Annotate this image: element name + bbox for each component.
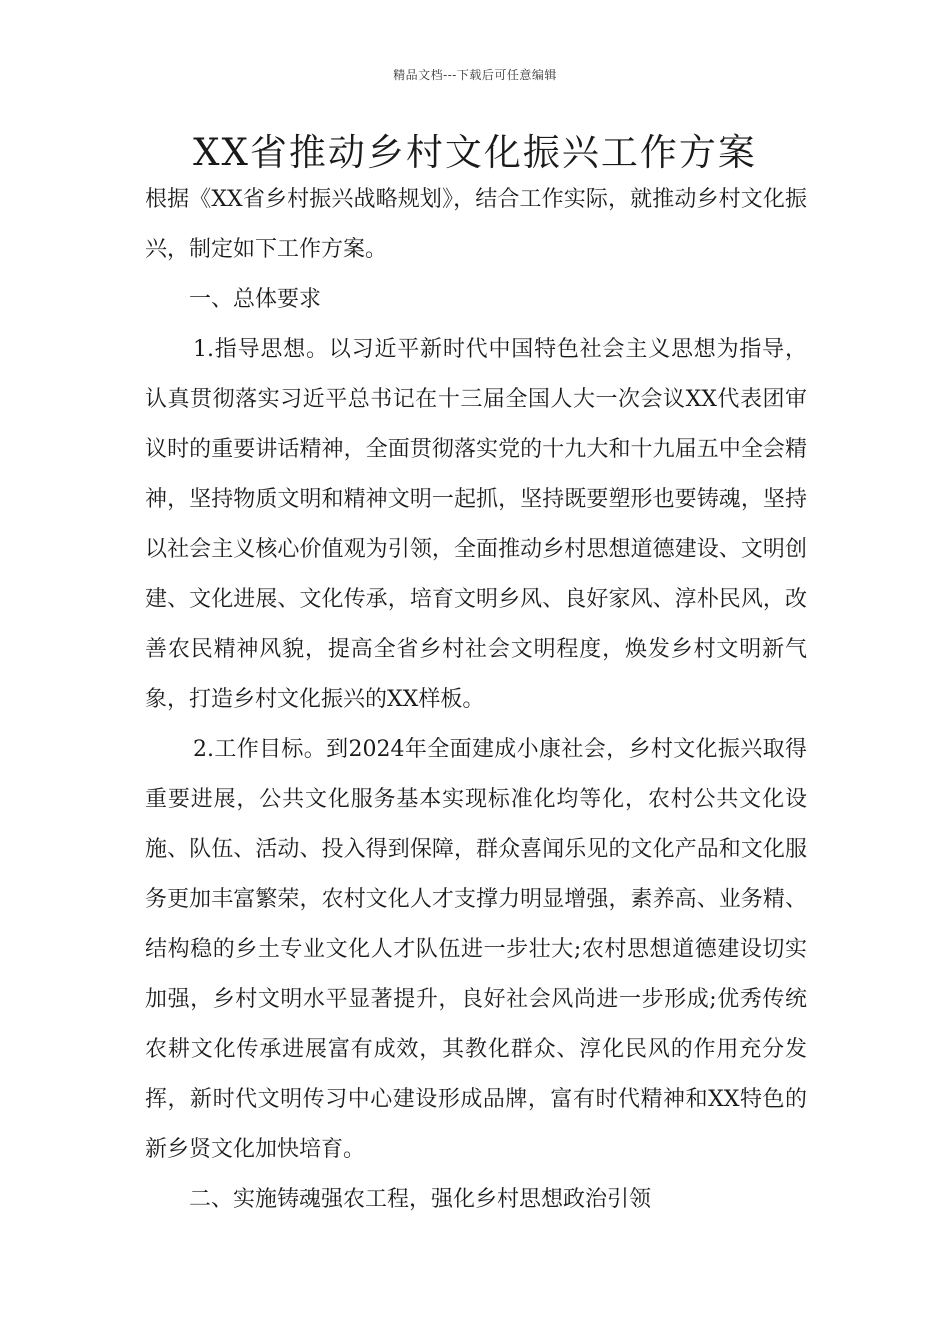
document-body (145, 175, 807, 1225)
intro-paragraph: 根据《XX省乡村振兴战略规划》，结合工作实际，就推动乡村文化振兴，制定如下工作方案。 (145, 187, 807, 262)
document-title: XX省推动乡村文化振兴工作方案 (193, 131, 757, 174)
section-heading-general-requirements: 一、总体要求 (189, 287, 322, 312)
paragraph-guiding-ideology: 1.指导思想。以习近平新时代中国特色社会主义思想为指导，认真贯彻落实习近平总书记在十三届全国人大一次会议XX代表团审议时的重要讲话精神，全面贯彻落实党的十九大和十九届五中全会精神，坚持物质文明和精神文明一起抓，坚持既要塑形也要铸魂，坚持以社会主义核心价值观为引领，全面推动乡村思想道德建设、文明创建、文化进展、文化传承，培育文明乡风、良好家风、淳朴民风，改善农民精神风貌，提高全省乡村社会文明程度，焕发乡村文明新气象，打造乡村文化振兴的XX样板。 (145, 337, 807, 712)
paragraph-work-goals: 2.工作目标。到2024年全面建成小康社会，乡村文化振兴取得重要进展，公共文化服务基本实现标准化均等化，农村公共文化设施、队伍、活动、投入得到保障，群众喜闻乐见的文化产品和文化服务更加丰富繁荣，农村文化人才支撑力明显增强，素养高、业务精、结构稳的乡土专业文化人才队伍进一步壮大;农村思想道德建设切实加强，乡村文明水平显著提升，良好社会风尚进一步形成;优秀传统农耕文化传承进展富有成效，其教化群众、淳化民风的作用充分发挥，新时代文明传习中心建设形成品牌，富有时代精神和XX特色的新乡贤文化加快培育。 (145, 737, 807, 1162)
section-heading-soul-casting-project: 二、实施铸魂强农工程，强化乡村思想政治引领 (189, 1187, 652, 1212)
header-note: 精品文档---下载后可任意编辑 (393, 68, 557, 82)
